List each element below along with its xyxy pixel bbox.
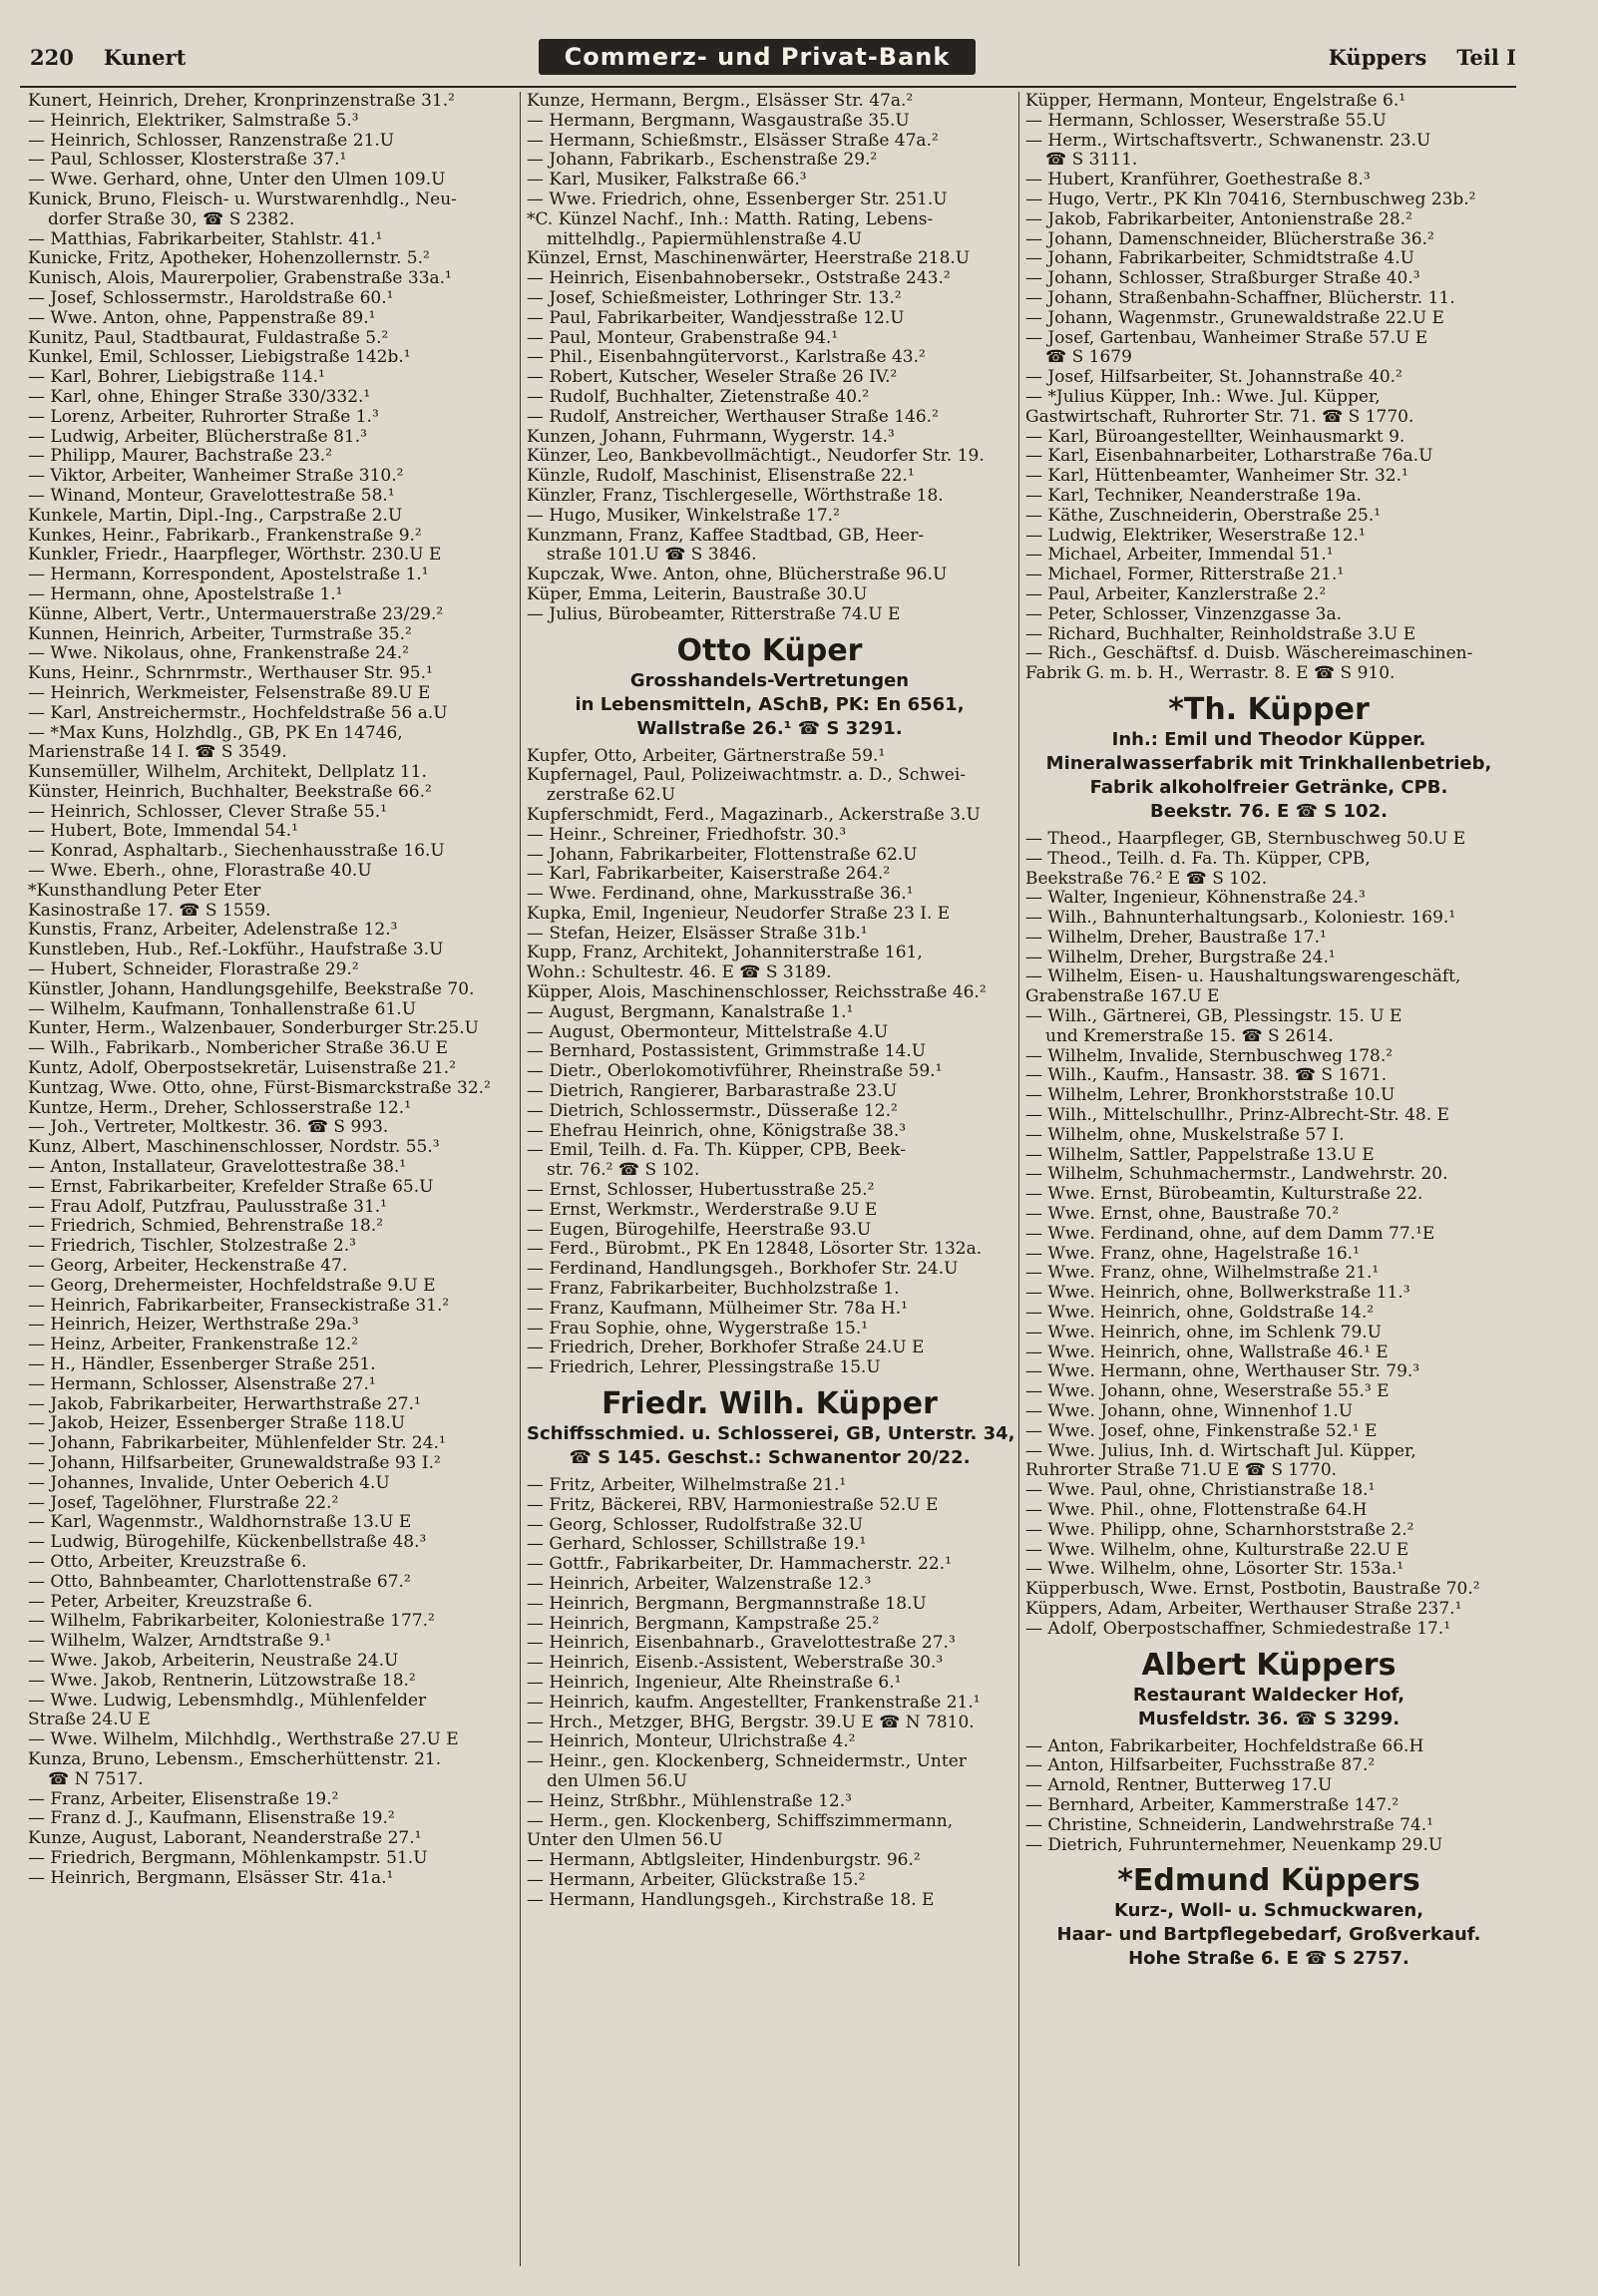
directory-entry: — Michael, Former, Ritterstraße 21.¹ [1025, 566, 1345, 585]
ad-line: in Lebensmitteln, ASchB, PK: En 6561, [575, 693, 965, 715]
ad-line: Beekstr. 76. E ☎ S 102. [1150, 800, 1388, 822]
directory-entry: — Johann, Straßenbahn-Schaffner, Blücherstr. 11. [1025, 288, 1455, 308]
directory-entry: Künzer, Leo, Bankbevollmächtigt., Neudorfer Str. 19. [527, 447, 985, 467]
column-2-entries-a [527, 92, 1012, 625]
directory-entry: — Hugo, Musiker, Winkelstraße 17.² [527, 506, 840, 526]
directory-entry: — Hermann, Abtlgsleiter, Hindenburgstr. 96.² [527, 1851, 921, 1871]
directory-entry: Kupka, Emil, Ingenieur, Neudorfer Straße 23 I. E [527, 904, 951, 924]
directory-entry: — Johann, Hilfsarbeiter, Grunewaldstraße 93 I.² [28, 1453, 441, 1473]
directory-entry: Kasinostraße 17. ☎ S 1559. [28, 901, 271, 921]
directory-entry: — Ludwig, Elektriker, Weserstraße 12.¹ [1025, 526, 1366, 546]
directory-entry: — Lorenz, Arbeiter, Ruhrorter Straße 1.³ [28, 407, 379, 427]
right-keyword: Küppers [1328, 44, 1427, 70]
directory-columns [22, 92, 1518, 2266]
directory-entry: — Georg, Schlosser, Rudolfstraße 32.U [527, 1515, 864, 1535]
directory-entry: — Karl, Hüttenbeamter, Wanheimer Str. 32.¹ [1025, 467, 1408, 487]
directory-entry: — Heinz, Arbeiter, Frankenstraße 12.² [28, 1336, 358, 1355]
directory-entry: — Johann, Fabrikarbeiter, Flottenstraße 62.U [527, 845, 918, 865]
directory-entry: — Wilhelm, Kaufmann, Tonhallenstraße 61.U [28, 999, 417, 1019]
directory-entry: — Johann, Fabrikarbeiter, Schmidtstraße 4.U [1025, 249, 1414, 269]
directory-entry: — Bernhard, Postassistent, Grimmstraße 14.U [527, 1042, 927, 1062]
directory-entry: Kunkel, Emil, Schlosser, Liebigstraße 142b.¹ [28, 348, 411, 368]
directory-entry: — Rich., Geschäftsf. d. Duisb. Wäschereimaschinen- [1025, 644, 1473, 664]
directory-entry: Kuntz, Adolf, Oberpostsekretär, Luisenstraße 21.² [28, 1059, 457, 1079]
directory-entry: — Julius, Bürobeamter, Ritterstraße 74.U E [527, 604, 901, 624]
directory-entry: — Frau Sophie, ohne, Wygerstraße 15.¹ [527, 1319, 869, 1339]
directory-entry: — Herm., gen. Klockenberg, Schiffszimmermann, [527, 1811, 954, 1831]
directory-entry: — Karl, Wagenmstr., Waldhornstraße 13.U E [28, 1513, 412, 1533]
directory-entry: — Wilhelm, Dreher, Burgstraße 24.¹ [1025, 948, 1336, 967]
directory-entry: — Wilhelm, Walzer, Arndtstraße 9.¹ [28, 1632, 332, 1652]
directory-entry: Kunze, August, Laborant, Neanderstraße 27.¹ [28, 1829, 422, 1849]
directory-entry: — Franz, Fabrikarbeiter, Buchholzstraße 1. [527, 1280, 900, 1300]
directory-entry: — Wwe. Julius, Inh. d. Wirtschaft Jul. Küpper, [1025, 1441, 1416, 1461]
directory-entry: mittelhdlg., Papiermühlenstraße 4.U [547, 229, 863, 249]
directory-entry: ☎ S 3111. [1045, 151, 1138, 171]
directory-entry: — Matthias, Fabrikarbeiter, Stahlstr. 41.¹ [28, 229, 383, 249]
directory-entry: — Wwe. Jakob, Rentnerin, Lützowstraße 18.² [28, 1671, 416, 1691]
directory-entry: — Wilhelm, Sattler, Pappelstraße 13.U E [1025, 1145, 1375, 1165]
directory-entry: — Wwe. Hermann, ohne, Werthauser Str. 79.³ [1025, 1362, 1420, 1382]
directory-entry: — Wwe. Nikolaus, ohne, Frankenstraße 24.² [28, 644, 410, 664]
directory-entry: — Josef, Tagelöhner, Flurstraße 22.² [28, 1493, 339, 1513]
directory-entry: — Wwe. Ernst, Bürobeamtin, Kulturstraße 22. [1025, 1185, 1423, 1205]
directory-entry: — Heinrich, Bergmann, Elsässer Str. 41a.¹ [28, 1868, 394, 1888]
directory-entry: — Wwe. Heinrich, ohne, Wallstraße 46.¹ E [1025, 1342, 1389, 1362]
directory-entry: — Wwe. Eberh., ohne, Florastraße 40.U [28, 862, 372, 882]
directory-entry: *Kunsthandlung Peter Eter [28, 881, 261, 901]
directory-entry: — Anton, Fabrikarbeiter, Hochfeldstraße 66.H [1025, 1736, 1424, 1756]
directory-entry: — Viktor, Arbeiter, Wanheimer Straße 310.² [28, 467, 404, 487]
ad-line: Schiffsschmied. u. Schlosserei, GB, Unterstr. 34, [527, 1423, 1015, 1445]
directory-entry: Grabenstraße 167.U E [1025, 987, 1220, 1007]
directory-entry: — Wwe. Heinrich, ohne, Goldstraße 14.² [1025, 1304, 1375, 1324]
directory-entry: — Wwe. Philipp, ohne, Scharnhorststraße 2.² [1025, 1520, 1414, 1540]
directory-entry: Künzel, Ernst, Maschinenwärter, Heerstraße 218.U [527, 249, 971, 269]
directory-entry: — H., Händler, Essenberger Straße 251. [28, 1355, 376, 1374]
directory-entry: — Wwe. Johann, ohne, Weserstraße 55.³ E [1025, 1382, 1390, 1402]
directory-entry: — Theod., Teilh. d. Fa. Th. Küpper, CPB, [1025, 849, 1371, 869]
directory-entry: Kunert, Heinrich, Dreher, Kronprinzenstraße 31.² [28, 92, 455, 111]
directory-entry: — Hermann, ohne, Apostelstraße 1.¹ [28, 584, 343, 604]
page-number: 220 [30, 44, 74, 70]
directory-entry: — Christine, Schneiderin, Landwehrstraße 74.¹ [1025, 1815, 1433, 1835]
directory-entry: — Karl, Fabrikarbeiter, Kaiserstraße 264.² [527, 865, 891, 885]
directory-entry: — Heinrich, Werkmeister, Felsenstraße 89.U E [28, 683, 431, 703]
directory-entry: — Wwe. Wilhelm, ohne, Kulturstraße 22.U E [1025, 1540, 1409, 1560]
directory-entry: — Käthe, Zuschneiderin, Oberstraße 25.¹ [1025, 506, 1382, 526]
directory-entry: ☎ N 7517. [48, 1769, 144, 1789]
directory-entry: — Heinrich, Eisenb.-Assistent, Weberstraße 30.³ [527, 1654, 944, 1674]
directory-entry: — Paul, Arbeiter, Kanzlerstraße 2.² [1025, 584, 1327, 604]
directory-entry: — Theod., Haarpfleger, GB, Sternbuschweg 50.U E [1025, 829, 1466, 849]
ad-line: Inh.: Emil und Theodor Küpper. [1111, 728, 1426, 750]
directory-entry: str. 76.² ☎ S 102. [547, 1161, 700, 1181]
directory-entry: — *Max Kuns, Holzhdlg., GB, PK En 14746, [28, 723, 403, 743]
directory-entry: — Jakob, Fabrikarbeiter, Antonienstraße 28.² [1025, 209, 1412, 229]
directory-entry: — Friedrich, Schmied, Behrenstraße 18.² [28, 1217, 384, 1237]
directory-entry: Küpper, Hermann, Monteur, Engelstraße 6.¹ [1025, 92, 1406, 111]
directory-entry: dorfer Straße 30, ☎ S 2382. [48, 209, 295, 229]
directory-entry: — Friedrich, Tischler, Stolzestraße 2.³ [28, 1237, 356, 1257]
directory-entry: — Heinrich, Ingenieur, Alte Rheinstraße 6.¹ [527, 1673, 902, 1693]
directory-entry: — Heinrich, Schlosser, Ranzenstraße 21.U [28, 131, 395, 151]
directory-entry: Gastwirtschaft, Ruhrorter Str. 71. ☎ S 1770. [1025, 407, 1414, 427]
directory-entry: — Wwe. Franz, ohne, Hagelstraße 16.¹ [1025, 1244, 1360, 1264]
directory-entry: — Wwe. Franz, ohne, Wilhelmstraße 21.¹ [1025, 1264, 1380, 1284]
directory-entry: straße 101.U ☎ S 3846. [547, 546, 757, 566]
ad-title: Otto Küper [676, 632, 863, 668]
directory-entry: — Johann, Schlosser, Straßburger Straße 40.³ [1025, 269, 1420, 289]
directory-entry: *C. Künzel Nachf., Inh.: Matth. Rating, Lebens- [527, 209, 934, 229]
directory-entry: — Gerhard, Schlosser, Schillstraße 19.¹ [527, 1535, 867, 1555]
directory-entry: Küpperbusch, Wwe. Ernst, Postbotin, Baustraße 70.² [1025, 1580, 1480, 1600]
directory-entry: — Josef, Gartenbau, Wanheimer Straße 57.U E [1025, 328, 1428, 348]
directory-entry: Straße 24.U E [28, 1711, 151, 1730]
directory-entry: — Karl, Eisenbahnarbeiter, Lotharstraße 76a.U [1025, 447, 1433, 467]
directory-entry: — Georg, Drehermeister, Hochfeldstraße 9.U E [28, 1276, 436, 1296]
directory-entry: — Philipp, Maurer, Bachstraße 23.² [28, 447, 333, 467]
ad-friedr-wilh-kueper [527, 1386, 1015, 1470]
ad-line: Grosshandels-Vertretungen [629, 669, 910, 691]
directory-entry: — Friedrich, Lehrer, Plessingstraße 15.U [527, 1358, 881, 1378]
directory-entry: — Adolf, Oberpostschaffner, Schmiedestraße 17.¹ [1025, 1619, 1451, 1639]
ad-line: Musfeldstr. 36. ☎ S 3299. [1137, 1708, 1400, 1729]
directory-entry: Kunicke, Fritz, Apotheker, Hohenzollernstr. 5.² [28, 249, 430, 269]
directory-entry: — Robert, Kutscher, Weseler Straße 26 IV.² [527, 368, 898, 388]
directory-entry: Kunkes, Heinr., Fabrikarb., Frankenstraße 9.² [28, 526, 422, 546]
directory-entry: Kunstis, Franz, Arbeiter, Adelenstraße 12.³ [28, 921, 398, 941]
directory-entry: — Wwe. Johann, ohne, Winnenhof 1.U [1025, 1402, 1354, 1422]
directory-entry: — Joh., Vertreter, Moltkestr. 36. ☎ S 993. [28, 1118, 389, 1138]
directory-entry: Marienstraße 14 I. ☎ S 3549. [28, 743, 287, 763]
ad-line: Haar- und Bartpflegebedarf, Großverkauf. [1056, 1924, 1481, 1946]
directory-entry: — Ludwig, Arbeiter, Blücherstraße 81.³ [28, 427, 367, 447]
directory-entry: — Ferd., Bürobmt., PK En 12848, Lösorter Str. 132a. [527, 1240, 983, 1260]
directory-entry: Künzle, Rudolf, Maschinist, Elisenstraße 22.¹ [527, 467, 915, 487]
directory-entry: — Frau Adolf, Putzfrau, Paulusstraße 31.¹ [28, 1197, 387, 1217]
directory-entry: — Hermann, Arbeiter, Glückstraße 15.² [527, 1870, 866, 1890]
directory-entry: — Heinrich, Bergmann, Kampstraße 25.² [527, 1614, 880, 1634]
directory-entry: Kunkele, Martin, Dipl.-Ing., Carpstraße 2.U [28, 506, 403, 526]
directory-entry: Kupfernagel, Paul, Polizeiwachtmstr. a. D., Schwei- [527, 766, 967, 786]
directory-entry: — Rudolf, Buchhalter, Zietenstraße 40.² [527, 387, 870, 407]
directory-entry: — Heinrich, Eisenbahnarb., Gravelottestraße 27.³ [527, 1634, 956, 1654]
directory-entry: — Ernst, Schlosser, Hubertusstraße 25.² [527, 1181, 875, 1201]
directory-entry: — Wwe. Wilhelm, Milchhdlg., Werthstraße 27.U E [28, 1730, 459, 1750]
directory-entry: — Bernhard, Arbeiter, Kammerstraße 147.² [1025, 1795, 1399, 1815]
directory-entry: — Wilh., Fabrikarb., Nombericher Straße 36.U E [28, 1039, 449, 1059]
directory-entry: — Wilhelm, ohne, Muskelstraße 57 I. [1025, 1125, 1345, 1145]
directory-entry: Kunsemüller, Wilhelm, Architekt, Dellplatz 11. [28, 763, 427, 783]
directory-entry: Kunz, Albert, Maschinenschlosser, Nordstr. 55.³ [28, 1138, 440, 1158]
directory-entry: — Johann, Wagenmstr., Grunewaldstraße 22.U E [1025, 308, 1444, 328]
directory-entry: Küper, Emma, Leiterin, Baustraße 30.U [527, 584, 868, 604]
directory-entry: Kuntze, Herm., Dreher, Schlosserstraße 12.¹ [28, 1098, 412, 1118]
directory-entry: — Heinrich, Fabrikarbeiter, Franseckistraße 31.² [28, 1296, 450, 1316]
directory-entry: — Hermann, Schießmstr., Elsässer Straße 47a.² [527, 131, 939, 151]
directory-entry: — Wilhelm, Invalide, Sternbuschweg 178.² [1025, 1046, 1394, 1066]
directory-entry: — Hermann, Korrespondent, Apostelstraße 1.¹ [28, 566, 429, 585]
directory-entry: — Karl, Büroangestellter, Weinhausmarkt 9. [1025, 427, 1405, 447]
directory-entry: — Wilhelm, Fabrikarbeiter, Koloniestraße 177.² [28, 1612, 435, 1632]
directory-entry: — Wwe. Ferdinand, ohne, auf dem Damm 77.¹E [1025, 1224, 1435, 1244]
directory-entry: Künstler, Johann, Handlungsgehilfe, Beekstraße 70. [28, 979, 475, 999]
directory-entry: Kunitz, Paul, Stadtbaurat, Fuldastraße 5.² [28, 328, 389, 348]
left-keyword: Kunert [103, 44, 187, 70]
directory-entry: Küppers, Adam, Arbeiter, Werthauser Straße 237.¹ [1025, 1599, 1462, 1619]
directory-entry: Kunze, Hermann, Bergm., Elsässer Str. 47a.² [527, 92, 914, 111]
column-2 [521, 92, 1019, 2266]
directory-entry: — Friedrich, Dreher, Borkhofer Straße 24.U E [527, 1339, 925, 1358]
directory-entry: — Peter, Arbeiter, Kreuzstraße 6. [28, 1592, 313, 1612]
directory-entry: Kuns, Heinr., Schrnrmstr., Werthauser Str. 95.¹ [28, 664, 433, 684]
ad-title: *Th. Küpper [1168, 691, 1370, 727]
directory-entry: — Ernst, Werkmstr., Werderstraße 9.U E [527, 1200, 878, 1220]
directory-entry: — Wwe. Ferdinand, ohne, Markusstraße 36.¹ [527, 885, 914, 905]
directory-entry: — Hermann, Schlosser, Alsenstraße 27.¹ [28, 1374, 376, 1394]
directory-entry: Künzler, Franz, Tischlergeselle, Wörthstraße 18. [527, 486, 944, 506]
directory-entry: — Jakob, Fabrikarbeiter, Herwarthstraße 27.¹ [28, 1394, 421, 1414]
directory-entry: — Wwe. Friedrich, ohne, Essenberger Str. 251.U [527, 190, 948, 209]
directory-entry: Kunkler, Friedr., Haarpfleger, Wörthstr. 230.U E [28, 546, 442, 566]
directory-entry: — Hermann, Bergmann, Wasgaustraße 35.U [527, 111, 910, 131]
ad-otto-kueper [527, 633, 1012, 741]
directory-entry: Kupp, Franz, Architekt, Johanniterstraße 161, [527, 944, 923, 963]
ad-line: Kurz-, Woll- u. Schmuckwaren, [1113, 1900, 1424, 1922]
directory-entry: — Karl, Anstreichermstr., Hochfeldstraße 56 a.U [28, 703, 448, 723]
directory-entry: — Wwe. Gerhard, ohne, Unter den Ulmen 109.U [28, 171, 446, 191]
column-3-entries-c [1025, 1737, 1512, 1856]
directory-entry: — Karl, Bohrer, Liebigstraße 114.¹ [28, 368, 325, 388]
directory-entry: Künne, Albert, Vertr., Untermauerstraße 23/29.² [28, 604, 444, 624]
directory-entry: — Karl, Techniker, Neanderstraße 19a. [1025, 486, 1362, 506]
directory-entry: — Hermann, Handlungsgeh., Kirchstraße 18. E [527, 1890, 935, 1910]
directory-entry: — Heinr., gen. Klockenberg, Schneidermstr., Unter [527, 1752, 967, 1772]
directory-entry: — Hermann, Schlosser, Weserstraße 55.U [1025, 111, 1387, 131]
directory-entry: — Winand, Monteur, Gravelottestraße 58.¹ [28, 486, 395, 506]
directory-entry: — Wilh., Kaufm., Hansastr. 38. ☎ S 1671. [1025, 1066, 1388, 1086]
directory-entry: — Josef, Schlossermstr., Haroldstraße 60.¹ [28, 288, 394, 308]
directory-entry: — Wilhelm, Eisen- u. Haushaltungswarengeschäft, [1025, 967, 1461, 987]
directory-entry: — Wwe. Wilhelm, ohne, Lösorter Str. 153a.¹ [1025, 1560, 1404, 1580]
column-3-entries-b [1025, 830, 1512, 1640]
column-3-entries-a [1025, 92, 1512, 684]
directory-entry: — Wilhelm, Dreher, Baustraße 17.¹ [1025, 928, 1327, 948]
directory-entry: Kupczak, Wwe. Anton, ohne, Blücherstraße 96.U [527, 566, 948, 585]
ad-albert-kueppers [1025, 1648, 1512, 1731]
directory-entry: — Dietr., Oberlokomotivführer, Rheinstraße 59.¹ [527, 1062, 943, 1082]
directory-entry: — Heinrich, Elektriker, Salmstraße 5.³ [28, 111, 359, 131]
ad-line: Fabrik alkoholfreier Getränke, CPB. [1089, 776, 1448, 798]
ad-title: Friedr. Wilh. Küpper [601, 1386, 938, 1422]
directory-entry: — Heinrich, Schlosser, Clever Straße 55.¹ [28, 802, 387, 822]
directory-entry: — Arnold, Rentner, Butterweg 17.U [1025, 1776, 1333, 1796]
directory-entry: Kunzen, Johann, Fuhrmann, Wygerstr. 14.³ [527, 427, 895, 447]
directory-entry: — Anton, Hilfsarbeiter, Fuchsstraße 87.² [1025, 1756, 1376, 1776]
directory-entry: — Karl, Musiker, Falkstraße 66.³ [527, 171, 807, 191]
directory-entry: — Friedrich, Bergmann, Möhlenkampstr. 51.U [28, 1848, 428, 1868]
directory-entry: — Dietrich, Rangierer, Barbarastraße 23.U [527, 1082, 898, 1102]
directory-entry: — Eugen, Bürogehilfe, Heerstraße 93.U [527, 1220, 872, 1240]
part-label: Teil I [1456, 44, 1516, 70]
directory-entry: Unter den Ulmen 56.U [527, 1831, 723, 1851]
directory-entry: — Otto, Arbeiter, Kreuzstraße 6. [28, 1552, 307, 1572]
header-rule [20, 86, 1516, 88]
directory-entry: — Wilh., Mittelschullhr., Prinz-Albrecht-Str. 48. E [1025, 1106, 1449, 1126]
directory-entry: den Ulmen 56.U [547, 1771, 687, 1791]
directory-entry: Fabrik G. m. b. H., Werrastr. 8. E ☎ S 910. [1025, 664, 1396, 684]
directory-entry: — Heinrich, Bergmann, Bergmannstraße 18.U [527, 1594, 927, 1614]
directory-entry: — Wwe. Phil., ohne, Flottenstraße 64.H [1025, 1501, 1368, 1520]
directory-entry: — Johann, Fabrikarb., Eschenstraße 29.² [527, 151, 878, 171]
directory-entry: — Heinrich, Eisenbahnobersekr., Oststraße 243.² [527, 269, 951, 289]
directory-entry: — Paul, Schlosser, Klosterstraße 37.¹ [28, 151, 347, 171]
directory-entry: — Wwe. Jakob, Arbeiterin, Neustraße 24.U [28, 1651, 399, 1671]
directory-entry: — Heinz, Strßbhr., Mühlenstraße 12.³ [527, 1791, 852, 1811]
ad-title: *Edmund Küppers [1117, 1863, 1420, 1899]
directory-entry: Kunza, Bruno, Lebensm., Emscherhüttenstr. 21. [28, 1749, 442, 1769]
directory-entry: — Heinrich, kaufm. Angestellter, Frankenstraße 21.¹ [527, 1693, 981, 1713]
directory-entry: — Karl, ohne, Ehinger Straße 330/332.¹ [28, 387, 371, 407]
directory-entry: und Kremerstraße 15. ☎ S 2614. [1045, 1026, 1334, 1046]
directory-entry: — Hubert, Schneider, Florastraße 29.² [28, 960, 359, 980]
directory-entry: — Phil., Eisenbahngütervorst., Karlstraße 43.² [527, 348, 926, 368]
directory-entry: — Otto, Bahnbeamter, Charlottenstraße 67.² [28, 1572, 411, 1592]
directory-entry: — Heinrich, Heizer, Werthstraße 29a.³ [28, 1316, 359, 1336]
directory-entry: — Franz, Arbeiter, Elisenstraße 19.² [28, 1789, 339, 1809]
directory-entry: — Walter, Ingenieur, Köhnenstraße 24.³ [1025, 889, 1366, 909]
ad-line: ☎ S 145. Geschst.: Schwanentor 20/22. [569, 1447, 971, 1469]
directory-entry: — Johannes, Invalide, Unter Oeberich 4.U [28, 1473, 390, 1493]
directory-entry: — Franz d. J., Kaufmann, Elisenstraße 19.² [28, 1809, 395, 1829]
directory-entry: Küpper, Alois, Maschinenschlosser, Reichsstraße 46.² [527, 983, 987, 1003]
directory-entry: — Johann, Damenschneider, Blücherstraße 36.² [1025, 229, 1434, 249]
directory-entry: — Hrch., Metzger, BHG, Bergstr. 39.U E ☎ N 7810. [527, 1713, 975, 1732]
ad-line: Restaurant Waldecker Hof, [1132, 1684, 1405, 1706]
directory-entry: — Ludwig, Bürogehilfe, Kückenbellstraße 48.³ [28, 1533, 427, 1553]
directory-entry: — Ehefrau Heinrich, ohne, Königstraße 38.³ [527, 1121, 907, 1141]
directory-entry: — Hubert, Bote, Immendal 54.¹ [28, 822, 298, 842]
directory-entry: Kuntzag, Wwe. Otto, ohne, Fürst-Bismarckstraße 32.² [28, 1078, 491, 1098]
directory-entry: — Dietrich, Fuhrunternehmer, Neuenkamp 29.U [1025, 1835, 1443, 1855]
directory-entry: Kunisch, Alois, Maurerpolier, Grabenstraße 33a.¹ [28, 269, 452, 289]
page-header [30, 30, 1516, 84]
directory-entry: zerstraße 62.U [547, 786, 676, 806]
directory-entry: — Ferdinand, Handlungsgeh., Borkhofer Str. 24.U [527, 1260, 959, 1280]
directory-entry: Beekstraße 76.² E ☎ S 102. [1025, 869, 1268, 889]
directory-entry: Kupferschmidt, Ferd., Magazinarb., Ackerstraße 3.U [527, 805, 981, 825]
directory-entry: — *Julius Küpper, Inh.: Wwe. Jul. Küpper, [1025, 387, 1381, 407]
column-2-entries-b [527, 747, 1012, 1379]
directory-entry: — Wwe. Heinrich, ohne, im Schlenk 79.U [1025, 1323, 1382, 1342]
ad-th-kuepper [1025, 692, 1512, 824]
directory-entry: — Johann, Fabrikarbeiter, Mühlenfelder Str. 24.¹ [28, 1434, 446, 1454]
directory-entry: — Wwe. Ludwig, Lebensmhdlg., Mühlenfelder [28, 1691, 427, 1711]
column-2-entries-c [527, 1476, 1012, 1911]
directory-entry: — Wwe. Ernst, ohne, Baustraße 70.² [1025, 1205, 1340, 1225]
directory-entry: — August, Bergmann, Kanalstraße 1.¹ [527, 1002, 854, 1022]
directory-entry: — Paul, Fabrikarbeiter, Wandjesstraße 12.U [527, 308, 905, 328]
directory-entry: — Jakob, Heizer, Essenberger Straße 118.U [28, 1414, 406, 1434]
directory-entry: — Wilhelm, Schuhmachermstr., Landwehrstr. 20. [1025, 1165, 1448, 1185]
directory-entry: — Hugo, Vertr., PK Kln 70416, Sternbuschweg 23b.² [1025, 190, 1476, 209]
directory-entry: — Wwe. Paul, ohne, Christianstraße 18.¹ [1025, 1481, 1376, 1501]
directory-entry: Kunstleben, Hub., Ref.-Lokführ., Haufstraße 3.U [28, 941, 444, 960]
directory-entry: — Stefan, Heizer, Elsässer Straße 31b.¹ [527, 924, 868, 944]
directory-entry: Künster, Heinrich, Buchhalter, Beekstraße 66.² [28, 782, 432, 802]
directory-entry: — August, Obermonteur, Mittelstraße 4.U [527, 1022, 889, 1042]
directory-entry: — Ernst, Fabrikarbeiter, Krefelder Straße 65.U [28, 1177, 434, 1197]
directory-entry: Kupfer, Otto, Arbeiter, Gärtnerstraße 59.¹ [527, 746, 886, 766]
directory-entry: — Wwe. Heinrich, ohne, Bollwerkstraße 11.³ [1025, 1284, 1410, 1304]
ad-edmund-kueppers [1025, 1863, 1512, 1971]
directory-entry: — Wilh., Bahnunterhaltungsarb., Koloniestr. 169.¹ [1025, 909, 1456, 929]
directory-entry: — Josef, Schießmeister, Lothringer Str. 13.² [527, 288, 902, 308]
directory-entry: — Dietrich, Schlossermstr., Düsseraße 12.² [527, 1101, 898, 1121]
directory-entry: Kunter, Herm., Walzenbauer, Sonderburger Str.25.U [28, 1019, 479, 1039]
column-1-entries [28, 92, 514, 1889]
directory-entry: — Richard, Buchhalter, Reinholdstraße 3.U E [1025, 624, 1416, 644]
directory-entry: — Gottfr., Fabrikarbeiter, Dr. Hammacherstr. 22.¹ [527, 1555, 952, 1575]
directory-entry: — Konrad, Asphaltarb., Siechenhausstraße 16.U [28, 842, 445, 862]
ad-line: Wallstraße 26.¹ ☎ S 3291. [636, 717, 903, 739]
directory-entry: — Fritz, Arbeiter, Wilhelmstraße 21.¹ [527, 1476, 847, 1496]
directory-entry: — Heinrich, Monteur, Ulrichstraße 4.² [527, 1732, 856, 1752]
directory-entry: — Michael, Arbeiter, Immendal 51.¹ [1025, 546, 1334, 566]
ad-title: Albert Küppers [1141, 1647, 1397, 1683]
directory-entry: — Wwe. Josef, ohne, Finkenstraße 52.¹ E [1025, 1421, 1378, 1441]
directory-entry: — Wilhelm, Lehrer, Bronkhorststraße 10.U [1025, 1086, 1396, 1106]
directory-entry: — Herm., Wirtschaftsvertr., Schwanenstr. 23.U [1025, 131, 1431, 151]
directory-entry: Kunzmann, Franz, Kaffee Stadtbad, GB, Heer- [527, 526, 925, 546]
directory-entry: Wohn.: Schultestr. 46. E ☎ S 3189. [527, 963, 832, 983]
directory-entry: Kunnen, Heinrich, Arbeiter, Turmstraße 35.² [28, 624, 412, 644]
directory-entry: ☎ S 1679 [1045, 348, 1132, 368]
ad-line: Mineralwasserfabrik mit Trinkhallenbetrieb, [1045, 752, 1492, 774]
directory-entry: — Wwe. Anton, ohne, Pappenstraße 89.¹ [28, 308, 376, 328]
directory-entry: — Peter, Schlosser, Vinzenzgasse 3a. [1025, 604, 1343, 624]
column-1 [22, 92, 521, 2266]
directory-entry: — Wilh., Gärtnerei, GB, Plessingstr. 15. U E [1025, 1007, 1402, 1027]
directory-entry: — Fritz, Bäckerei, RBV, Harmoniestraße 52.U E [527, 1495, 939, 1515]
directory-entry: — Franz, Kaufmann, Mülheimer Str. 78a H.¹ [527, 1299, 908, 1319]
directory-entry: — Heinr., Schreiner, Friedhofstr. 30.³ [527, 825, 847, 845]
directory-entry: — Emil, Teilh. d. Fa. Th. Küpper, CPB, Beek- [527, 1141, 906, 1161]
bank-banner: Commerz- und Privat-Bank [539, 39, 977, 75]
directory-entry: — Rudolf, Anstreicher, Werthauser Straße 146.² [527, 407, 939, 427]
column-3 [1019, 92, 1518, 2266]
directory-entry: — Hubert, Kranführer, Goethestraße 8.³ [1025, 171, 1371, 191]
directory-entry: Ruhrorter Straße 71.U E ☎ S 1770. [1025, 1461, 1338, 1481]
directory-entry: — Paul, Monteur, Grabenstraße 94.¹ [527, 328, 839, 348]
ad-line: Hohe Straße 6. E ☎ S 2757. [1128, 1948, 1409, 1970]
directory-entry: Kunick, Bruno, Fleisch- u. Wurstwarenhdlg., Neu- [28, 190, 457, 209]
directory-entry: — Heinrich, Arbeiter, Walzenstraße 12.³ [527, 1575, 872, 1594]
directory-entry: — Anton, Installateur, Gravelottestraße 38.¹ [28, 1158, 407, 1178]
directory-entry: — Georg, Arbeiter, Heckenstraße 47. [28, 1257, 348, 1277]
directory-entry: — Josef, Hilfsarbeiter, St. Johannstraße 40.² [1025, 368, 1402, 388]
